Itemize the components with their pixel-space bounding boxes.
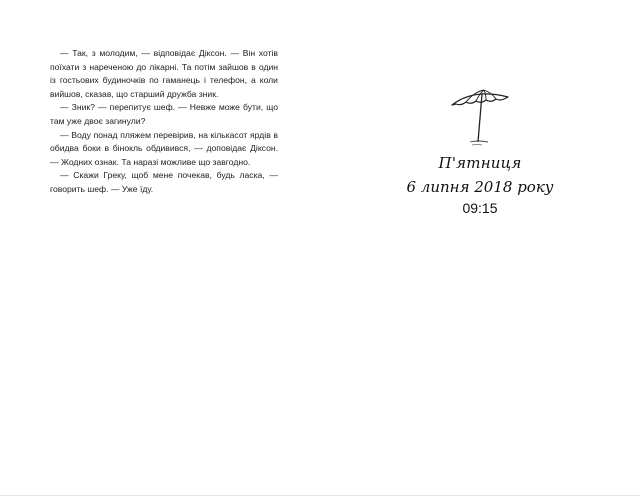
day-of-week: П'ятниця <box>438 154 522 172</box>
date: 6 липня 2018 року <box>406 178 554 196</box>
time: 09:15 <box>462 200 498 216</box>
bottom-divider <box>0 495 640 496</box>
body-text <box>50 47 278 197</box>
paragraph: — Так, з молодим, — відповідає Діксон. — Він хотів поїхати з нареченою до лікарні. Та потім зайшов в один із гостьових будиночків по гаманець і телефон, а коли вийшов, сказав, що старший дружба зник. <box>50 48 278 99</box>
right-page <box>320 0 640 499</box>
paragraph: — Воду понад пляжем перевірив, на кількасот ярдів в обидва боки в бінокль обдивився, — доповідає Діксон. — Жодних ознак. Та наразі можливе що завгодно. <box>50 129 278 167</box>
chapter-date-header <box>400 152 560 217</box>
paragraph: — Скажи Греку, щоб мене почекав, будь ласка, — говорить шеф. — Уже їду. <box>50 170 278 194</box>
beach-umbrella-icon <box>444 86 516 150</box>
paragraph: — Зник? — перепитує шеф. — Невже може бути, що там уже двоє загинули? <box>50 102 278 126</box>
